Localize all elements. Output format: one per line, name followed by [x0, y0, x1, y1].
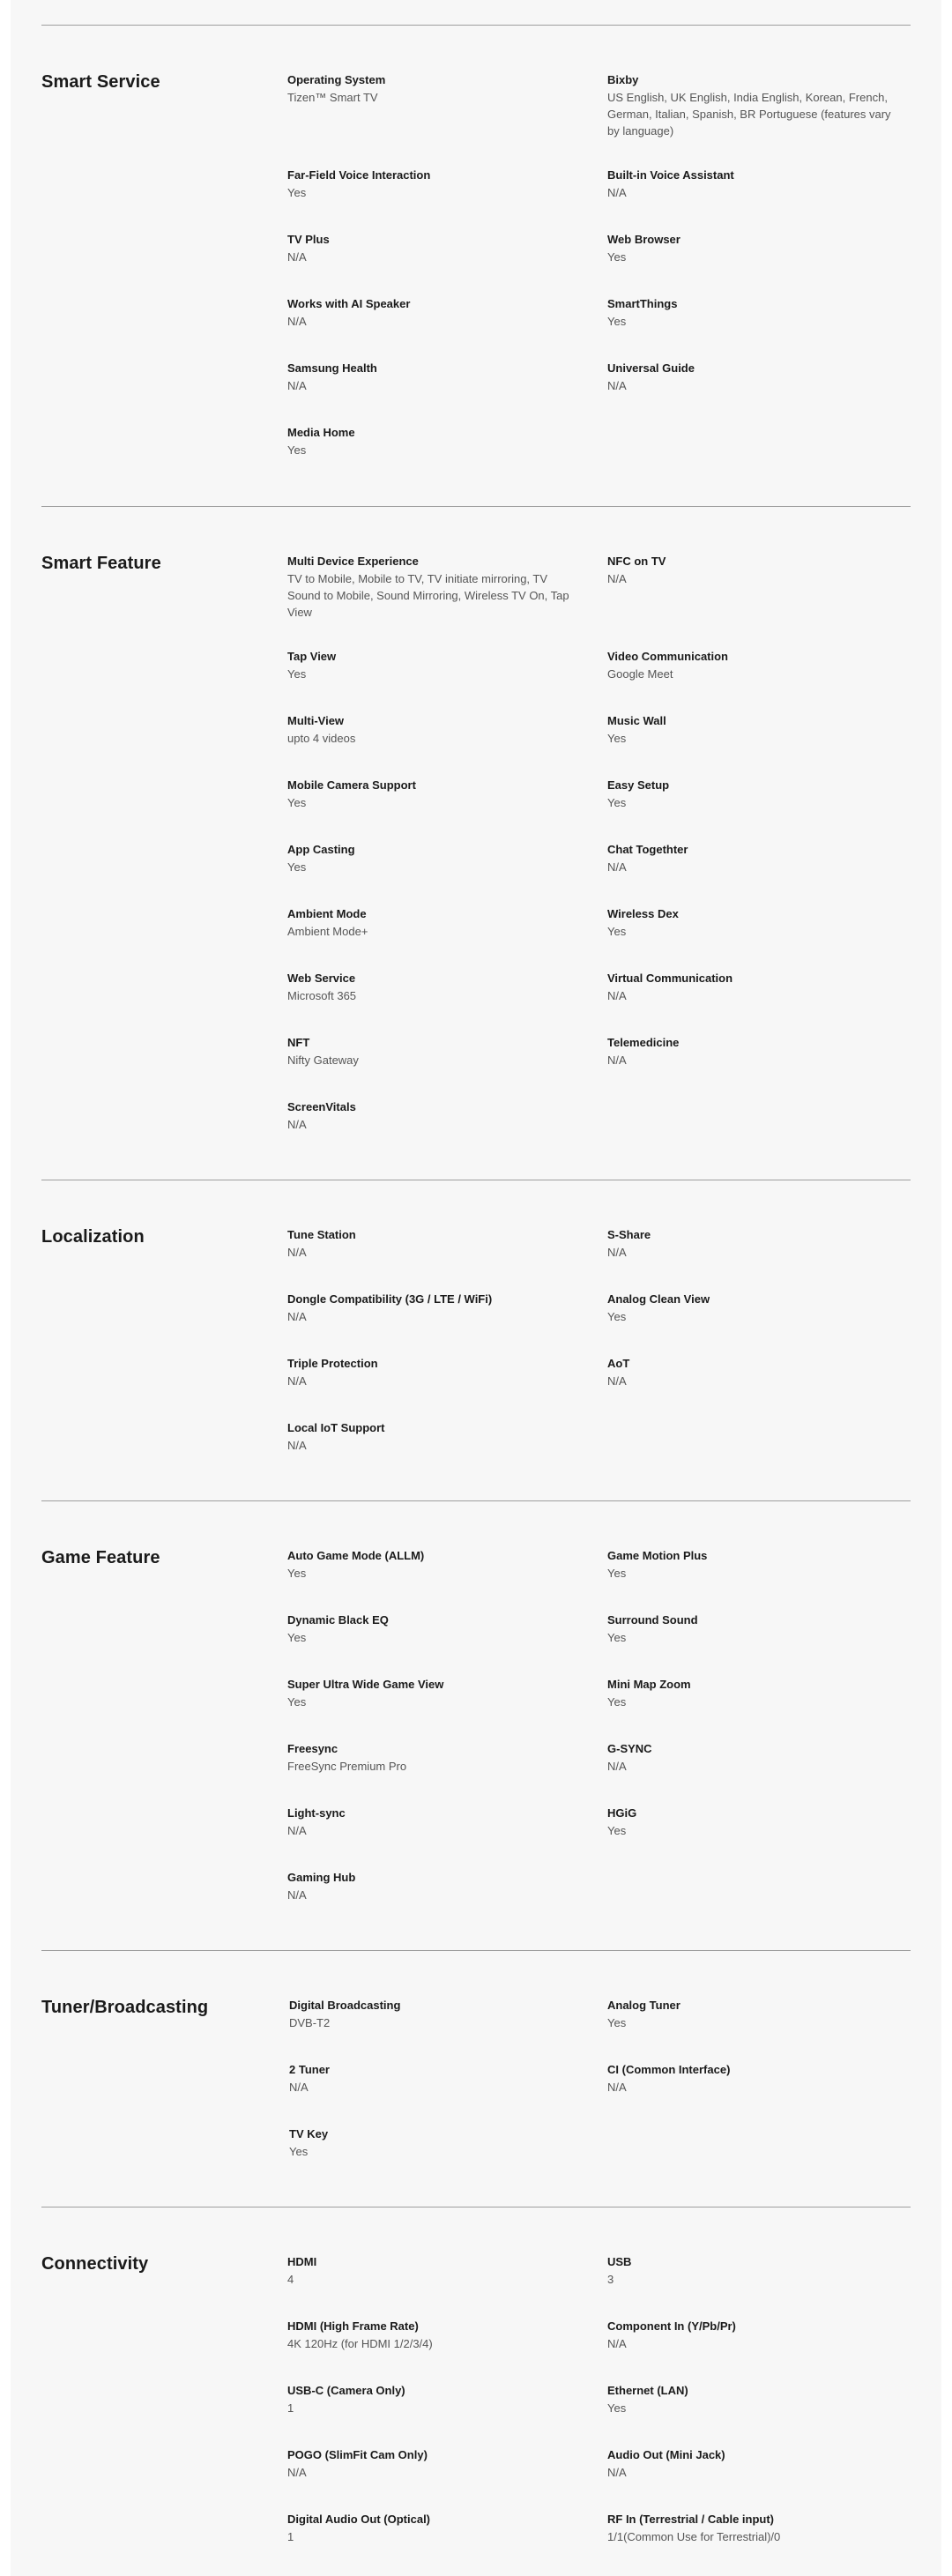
- spec-value: Yes: [607, 2016, 627, 2029]
- section-title-connectivity: Connectivity: [41, 2254, 149, 2274]
- spec-value: N/A: [607, 860, 627, 874]
- spec-value: N/A: [607, 989, 627, 1002]
- spec-value: Yes: [287, 860, 307, 874]
- specs-page: [11, 0, 941, 2576]
- section-title-localization: Localization: [41, 1227, 145, 1247]
- spec-label: 2 Tuner: [289, 2063, 330, 2076]
- spec-value: 3: [607, 2273, 614, 2286]
- section-divider: [41, 1950, 911, 1951]
- spec-label: HGiG: [607, 1806, 637, 1820]
- spec-value: N/A: [287, 1824, 307, 1837]
- spec-value: N/A: [607, 2466, 627, 2479]
- spec-label: Multi Device Experience: [287, 555, 419, 568]
- spec-item-digital-audio-out-optical: [287, 2512, 578, 2545]
- spec-value: Tizen™ Smart TV: [287, 91, 378, 104]
- spec-item-hdmi: [287, 2254, 578, 2288]
- spec-value: Yes: [607, 796, 627, 809]
- spec-item-tv-plus: [287, 232, 578, 265]
- spec-item-smartthings: [607, 296, 898, 330]
- spec-label: Universal Guide: [607, 361, 695, 375]
- spec-label: Audio Out (Mini Jack): [607, 2448, 725, 2461]
- spec-value: N/A: [607, 1246, 627, 1259]
- spec-value: N/A: [607, 1053, 627, 1067]
- spec-label: Built-in Voice Assistant: [607, 168, 734, 182]
- spec-label: USB-C (Camera Only): [287, 2384, 405, 2397]
- spec-label: Mini Map Zoom: [607, 1678, 691, 1691]
- spec-label: Multi-View: [287, 714, 345, 727]
- spec-item-super-ultra-wide-game-view: [287, 1677, 578, 1710]
- spec-item-ci-common-interface: [607, 2062, 898, 2096]
- spec-value: N/A: [607, 1374, 627, 1388]
- spec-label: Analog Tuner: [607, 1999, 681, 2012]
- spec-label: G-SYNC: [607, 1742, 652, 1755]
- spec-label: Surround Sound: [607, 1613, 698, 1627]
- section-divider: [41, 1500, 911, 1501]
- spec-item-mini-map-zoom: [607, 1677, 898, 1710]
- spec-label: NFT: [287, 1036, 310, 1049]
- spec-value: N/A: [607, 572, 627, 585]
- spec-label: Bixby: [607, 73, 639, 86]
- spec-label: S-Share: [607, 1228, 651, 1241]
- spec-label: Works with AI Speaker: [287, 297, 411, 310]
- spec-label: App Casting: [287, 843, 355, 856]
- spec-label: Digital Broadcasting: [289, 1999, 401, 2012]
- spec-value: N/A: [287, 1118, 307, 1131]
- spec-label: Auto Game Mode (ALLM): [287, 1549, 425, 1562]
- spec-label: Telemedicine: [607, 1036, 680, 1049]
- spec-item-screenvitals: [287, 1099, 578, 1133]
- spec-label: Digital Audio Out (Optical): [287, 2513, 431, 2526]
- spec-item-rf-in-terrestrial-cable-input: [607, 2512, 898, 2545]
- spec-value: N/A: [287, 2466, 307, 2479]
- spec-label: Dynamic Black EQ: [287, 1613, 389, 1627]
- spec-item-mobile-camera-support: [287, 778, 578, 811]
- spec-item-built-in-voice-assistant: [607, 168, 898, 201]
- spec-label: Wireless Dex: [607, 907, 679, 920]
- spec-label: HDMI: [287, 2255, 317, 2268]
- spec-label: CI (Common Interface): [607, 2063, 731, 2076]
- spec-item-usb: [607, 2254, 898, 2288]
- spec-value: upto 4 videos: [287, 732, 356, 745]
- spec-item-works-with-ai-speaker: [287, 296, 578, 330]
- spec-value: N/A: [607, 2081, 627, 2094]
- spec-label: AoT: [607, 1357, 630, 1370]
- spec-label: Dongle Compatibility (3G / LTE / WiFi): [287, 1292, 493, 1306]
- spec-item-nfc-on-tv: [607, 554, 898, 587]
- spec-label: Analog Clean View: [607, 1292, 710, 1306]
- spec-value: TV to Mobile, Mobile to TV, TV initiate mirroring, TV Sound to Mobile, Sound Mirroring, Wireless TV On, Tap View: [287, 572, 569, 619]
- spec-item-tap-view: [287, 649, 578, 682]
- spec-item-operating-system: [287, 72, 578, 106]
- spec-label: Samsung Health: [287, 361, 377, 375]
- spec-label: Ethernet (LAN): [607, 2384, 688, 2397]
- spec-value: N/A: [289, 2081, 309, 2094]
- spec-value: Microsoft 365: [287, 989, 357, 1002]
- spec-item-tune-station: [287, 1227, 578, 1261]
- spec-item-2-tuner: [289, 2062, 580, 2096]
- spec-value: 4K 120Hz (for HDMI 1/2/3/4): [287, 2337, 433, 2350]
- spec-item-component-in-y-pb-pr: [607, 2319, 898, 2352]
- spec-label: NFC on TV: [607, 555, 666, 568]
- spec-label: Component In (Y/Pb/Pr): [607, 2319, 736, 2333]
- spec-item-samsung-health: [287, 361, 578, 394]
- spec-item-universal-guide: [607, 361, 898, 394]
- spec-value: Yes: [607, 1567, 627, 1580]
- spec-value: Yes: [287, 796, 307, 809]
- spec-value: Yes: [607, 315, 627, 328]
- spec-item-g-sync: [607, 1741, 898, 1775]
- section-title-game-feature: Game Feature: [41, 1548, 160, 1567]
- spec-value: N/A: [287, 315, 307, 328]
- spec-item-web-service: [287, 971, 578, 1004]
- spec-value: N/A: [287, 1374, 307, 1388]
- spec-label: Super Ultra Wide Game View: [287, 1678, 444, 1691]
- spec-value: N/A: [287, 1888, 307, 1902]
- spec-item-hgig: [607, 1805, 898, 1839]
- spec-item-freesync: [287, 1741, 578, 1775]
- spec-label: Music Wall: [607, 714, 666, 727]
- spec-value: Yes: [607, 250, 627, 264]
- spec-label: Gaming Hub: [287, 1871, 356, 1884]
- spec-value: N/A: [607, 379, 627, 392]
- spec-item-audio-out-mini-jack: [607, 2447, 898, 2481]
- spec-value: Yes: [289, 2145, 309, 2158]
- spec-value: 1: [287, 2401, 294, 2415]
- spec-value: Yes: [607, 2401, 627, 2415]
- spec-label: TV Plus: [287, 233, 330, 246]
- spec-label: HDMI (High Frame Rate): [287, 2319, 419, 2333]
- spec-item-app-casting: [287, 842, 578, 875]
- spec-item-analog-tuner: [607, 1998, 898, 2031]
- spec-item-nft: [287, 1035, 578, 1068]
- spec-item-pogo-slimfit-cam-only: [287, 2447, 578, 2481]
- spec-item-game-motion-plus: [607, 1548, 898, 1582]
- spec-label: Ambient Mode: [287, 907, 367, 920]
- spec-label: Easy Setup: [607, 778, 670, 792]
- spec-label: Web Service: [287, 972, 356, 985]
- spec-value: FreeSync Premium Pro: [287, 1760, 407, 1773]
- spec-item-usb-c-camera-only: [287, 2383, 578, 2416]
- spec-value: US English, UK English, India English, Korean, French, German, Italian, Spanish, BR Portuguese (features vary by language): [607, 91, 891, 138]
- spec-label: Triple Protection: [287, 1357, 378, 1370]
- section-title-tuner-broadcasting: Tuner/Broadcasting: [41, 1998, 209, 2017]
- spec-value: Ambient Mode+: [287, 925, 368, 938]
- spec-value: N/A: [607, 186, 627, 199]
- spec-label: POGO (SlimFit Cam Only): [287, 2448, 428, 2461]
- spec-value: Yes: [287, 186, 307, 199]
- spec-value: Yes: [607, 925, 627, 938]
- spec-value: N/A: [607, 2337, 627, 2350]
- spec-label: Operating System: [287, 73, 386, 86]
- spec-value: Nifty Gateway: [287, 1053, 359, 1067]
- spec-item-hdmi-high-frame-rate: [287, 2319, 578, 2352]
- spec-label: Mobile Camera Support: [287, 778, 416, 792]
- spec-item-gaming-hub: [287, 1870, 578, 1903]
- spec-item-local-iot-support: [287, 1420, 578, 1454]
- spec-item-dongle-compatibility-3g-lte-wifi: [287, 1292, 578, 1325]
- spec-item-media-home: [287, 425, 578, 458]
- spec-label: Freesync: [287, 1742, 338, 1755]
- section-divider: [41, 506, 911, 507]
- spec-item-surround-sound: [607, 1612, 898, 1646]
- spec-value: 1: [287, 2530, 294, 2543]
- spec-item-tv-key: [289, 2126, 580, 2160]
- spec-item-chat-togethter: [607, 842, 898, 875]
- spec-item-analog-clean-view: [607, 1292, 898, 1325]
- spec-label: Chat Togethter: [607, 843, 688, 856]
- spec-item-wireless-dex: [607, 906, 898, 940]
- spec-value: Google Meet: [607, 667, 673, 681]
- spec-label: SmartThings: [607, 297, 678, 310]
- spec-item-triple-protection: [287, 1356, 578, 1389]
- spec-value: Yes: [607, 1631, 627, 1644]
- spec-label: Light-sync: [287, 1806, 346, 1820]
- spec-item-video-communication: [607, 649, 898, 682]
- spec-label: Game Motion Plus: [607, 1549, 708, 1562]
- spec-item-far-field-voice-interaction: [287, 168, 578, 201]
- spec-item-s-share: [607, 1227, 898, 1261]
- spec-item-virtual-communication: [607, 971, 898, 1004]
- spec-item-multi-view: [287, 713, 578, 747]
- spec-item-auto-game-mode-allm: [287, 1548, 578, 1582]
- section-title-smart-feature: Smart Feature: [41, 554, 161, 573]
- spec-value: Yes: [287, 443, 307, 457]
- spec-value: Yes: [607, 1695, 627, 1709]
- spec-label: Web Browser: [607, 233, 681, 246]
- spec-value: DVB-T2: [289, 2016, 331, 2029]
- spec-label: Far-Field Voice Interaction: [287, 168, 431, 182]
- spec-value: N/A: [287, 1439, 307, 1452]
- spec-value: N/A: [287, 1310, 307, 1323]
- spec-item-ethernet-lan: [607, 2383, 898, 2416]
- spec-item-light-sync: [287, 1805, 578, 1839]
- spec-label: Tap View: [287, 650, 337, 663]
- spec-value: N/A: [287, 1246, 307, 1259]
- spec-item-telemedicine: [607, 1035, 898, 1068]
- spec-label: TV Key: [289, 2127, 329, 2140]
- spec-value: N/A: [607, 1760, 627, 1773]
- spec-label: Media Home: [287, 426, 355, 439]
- spec-value: 4: [287, 2273, 294, 2286]
- spec-item-web-browser: [607, 232, 898, 265]
- spec-value: Yes: [607, 1310, 627, 1323]
- spec-item-multi-device-experience: [287, 554, 578, 621]
- spec-value: Yes: [287, 667, 307, 681]
- spec-label: Tune Station: [287, 1228, 356, 1241]
- spec-item-music-wall: [607, 713, 898, 747]
- spec-value: Yes: [607, 732, 627, 745]
- spec-label: ScreenVitals: [287, 1100, 356, 1113]
- spec-item-ambient-mode: [287, 906, 578, 940]
- section-divider: [41, 25, 911, 26]
- spec-label: USB: [607, 2255, 632, 2268]
- spec-item-digital-broadcasting: [289, 1998, 580, 2031]
- spec-value: N/A: [287, 250, 307, 264]
- spec-label: Local IoT Support: [287, 1421, 385, 1434]
- spec-label: Virtual Communication: [607, 972, 733, 985]
- spec-value: Yes: [287, 1567, 307, 1580]
- spec-value: Yes: [287, 1695, 307, 1709]
- spec-item-aot: [607, 1356, 898, 1389]
- spec-value: N/A: [287, 379, 307, 392]
- spec-item-easy-setup: [607, 778, 898, 811]
- spec-label: RF In (Terrestrial / Cable input): [607, 2513, 775, 2526]
- section-title-smart-service: Smart Service: [41, 72, 160, 92]
- spec-value: 1/1(Common Use for Terrestrial)/0: [607, 2530, 781, 2543]
- spec-label: Video Communication: [607, 650, 728, 663]
- spec-value: Yes: [607, 1824, 627, 1837]
- spec-item-bixby: [607, 72, 898, 139]
- spec-item-dynamic-black-eq: [287, 1612, 578, 1646]
- spec-value: Yes: [287, 1631, 307, 1644]
